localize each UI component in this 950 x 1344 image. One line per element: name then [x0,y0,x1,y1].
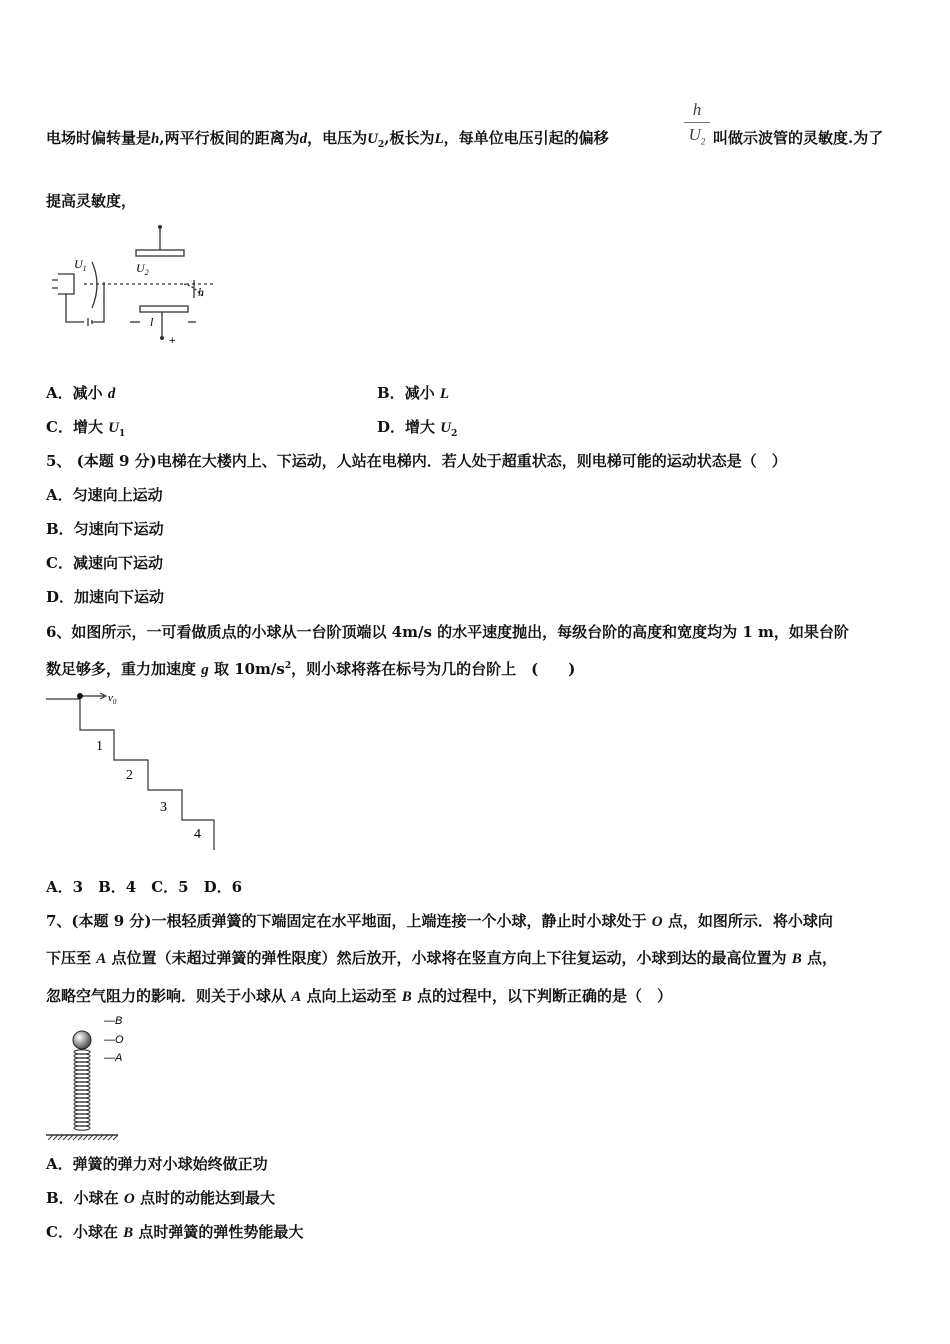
label-h: h [198,285,204,299]
label-l: l [150,315,154,329]
label-O: —O [104,1034,124,1046]
sensitivity-fraction: h $U_2$ [684,100,710,146]
q7-stem-line2: 下压至 A 点位置（未超过弹簧的弹性限度）然后放开，小球将在竖直方向上下往复运动，小球到达的最高位置为 B 点， [46,949,837,967]
spring-coils [74,1050,90,1130]
label-plus: + [169,335,176,347]
q4-option-c[interactable]: C．增大 $U_1$ [46,418,126,439]
step-3: 3 [160,800,167,815]
label-A: —A [104,1052,123,1064]
q7-option-c[interactable]: C．小球在 B 点时弹簧的弹性势能最大 [46,1223,304,1241]
step-1: 1 [96,739,103,754]
step-4: 4 [194,827,201,842]
q7-option-b[interactable]: B．小球在 O 点时的动能达到最大 [46,1189,275,1207]
q6-options[interactable]: A．3 B．4 C．5 D．6 [46,878,243,896]
label-v0: $v_0$ [108,692,117,706]
q6-stem-line1: 6、如图所示，一可看做质点的小球从一台阶顶端以 4m/s 的水平速度抛出，每级台阶的高度和宽度均为 1 m，如果台阶 [46,623,849,641]
label-U2: $U_2$ [136,261,149,277]
q4-option-d[interactable]: D．增大 $U_2$ [377,418,458,439]
q5-option-b[interactable]: B．匀速向下运动 [46,520,164,538]
oscilloscope-diagram [44,222,224,352]
spring-ball-diagram [44,1012,164,1142]
q6-stem-line2: 数足够多，重力加速度 g 取 $10m/s^2$，则小球将落在标号为几的台阶上 ( ) [46,660,576,678]
q4-stem-line1: 电场时偏转量是h,两平行板间的距离为d，电压为$U_2$,板长为L，每单位电压引起的偏移 [46,129,609,150]
step-2: 2 [126,768,133,783]
q5-option-c[interactable]: C．减速向下运动 [46,554,163,572]
q5-option-a[interactable]: A．匀速向上运动 [46,486,163,504]
q5-stem: 5、 (本题 9 分)电梯在大楼内上、下运动，人站在电梯内．若人处于超重状态，则电梯可能的运动状态是（ ） [46,452,787,470]
q7-option-a[interactable]: A．弹簧的弹力对小球始终做正功 [46,1155,268,1173]
q4-option-a[interactable]: A．减小 d [46,384,116,402]
q4-option-b[interactable]: B．减小 L [377,384,450,402]
staircase-diagram [44,688,224,853]
q4-stem-line1-end: 叫做示波管的灵敏度.为了 [713,129,884,147]
q4-stem-line2: 提高灵敏度， [46,192,137,210]
q7-stem-line3: 忽略空气阻力的影响．则关于小球从 A 点向上运动至 B 点的过程中，以下判断正确的是（ ） [46,987,672,1005]
ball [73,1031,91,1049]
label-U1: $U_1$ [74,257,87,273]
q5-option-d[interactable]: D．加速向下运动 [46,588,165,606]
q7-stem-line1: 7、(本题 9 分)一根轻质弹簧的下端固定在水平地面，上端连接一个小球，静止时小球处于 O 点，如图所示．将小球向 [46,912,833,930]
label-B: —B [104,1015,123,1027]
